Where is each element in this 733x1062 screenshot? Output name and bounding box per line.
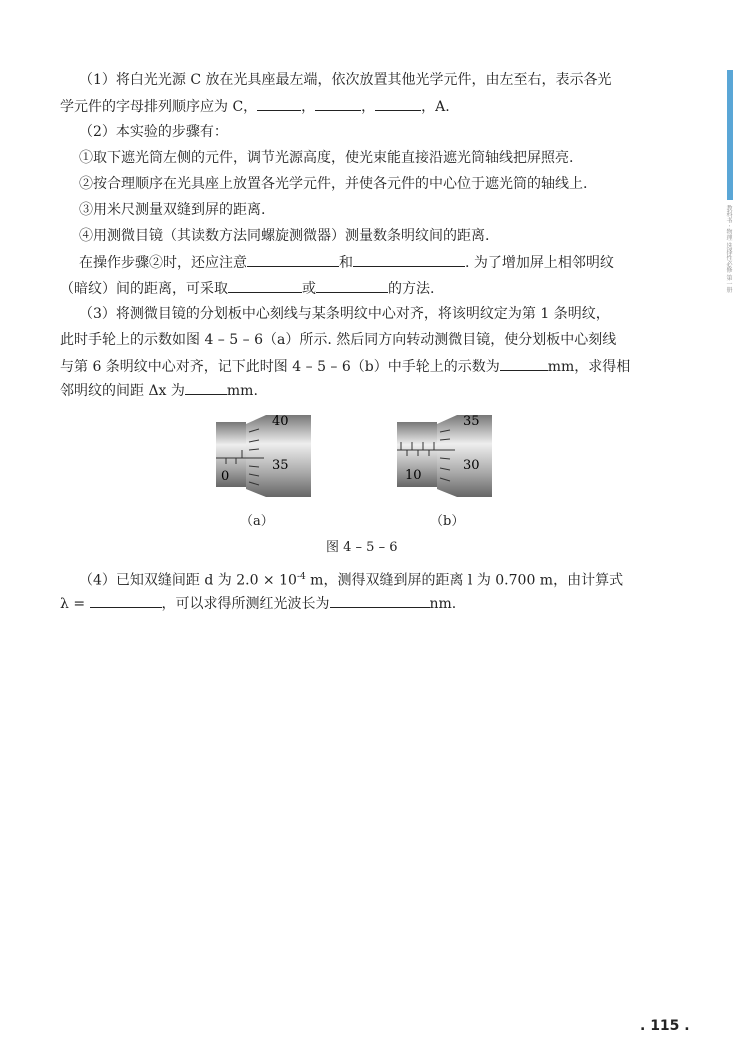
blank [500, 356, 548, 371]
text: ，可以求得所测红光波长为 [161, 596, 330, 612]
q2-note [79, 252, 614, 273]
sleeve-label: 10 [405, 468, 422, 483]
text: 或 [302, 281, 316, 297]
text: 学元件的字母排列顺序应为 C， [60, 99, 258, 115]
text: λ = [60, 596, 86, 612]
thimble-label-top: 35 [463, 414, 480, 429]
q2-step-1: ①取下遮光筒左侧的元件，调节光源高度，使光束能直接沿遮光筒轴线把屏照亮. [79, 150, 574, 166]
text: 与第 6 条明纹中心对齐，记下此时图 4 – 5 – 6（b）中手轮上的示数为 [60, 359, 500, 375]
text: （4）已知双缝间距 d 为 2.0 × 10 [79, 572, 297, 589]
blank [330, 593, 430, 608]
q2-head: （2）本实验的步骤有： [79, 124, 228, 140]
text: 邻明纹的间距 Δx 为 [60, 383, 185, 399]
blank [316, 278, 388, 293]
q4-line1 [79, 567, 623, 591]
exponent: -4 [296, 572, 306, 582]
text: ， [301, 99, 316, 115]
q3-line1: （3）将测微目镜的分划板中心刻线与某条明纹中心对齐，将该明纹定为第 1 条明纹， [79, 306, 610, 322]
text: 在操作步骤②时，还应注意 [79, 255, 247, 271]
blank [375, 96, 421, 111]
blank [228, 278, 302, 293]
blank [247, 252, 339, 267]
q4-line2 [60, 593, 456, 614]
blank [315, 96, 361, 111]
q1-line1: （1）将白光光源 C 放在光具座最左端，依次放置其他光学元件，由左至右，表示各光 [79, 72, 612, 88]
figure-a-label: （a） [240, 514, 274, 529]
q2-note2 [60, 278, 434, 299]
q3-line2: 此时手轮上的示数如图 4 – 5 – 6（a）所示. 然后同方向转动测微目镜，使分划板中心刻线 [60, 332, 617, 348]
text: 的方法. [388, 281, 435, 297]
text: mm. [226, 383, 258, 399]
figure-caption: 图 4 – 5 – 6 [326, 540, 398, 555]
blank [185, 380, 227, 395]
text: mm，求得相 [547, 359, 631, 375]
text: 和 [339, 255, 353, 271]
page-number: . 115 . [640, 1018, 690, 1034]
micrometer-b-image [397, 412, 492, 502]
sleeve-label: 0 [221, 469, 230, 484]
text: nm. [429, 596, 457, 612]
text: （暗纹）间的距离，可采取 [60, 281, 228, 297]
q3-line3 [60, 356, 630, 377]
chapter-tab [727, 70, 733, 200]
text: ，A. [421, 99, 450, 115]
side-running-title: 教科书 · 物理 选择性必修 第一册 [725, 205, 732, 293]
q2-step-3: ③用米尺测量双缝到屏的距离. [79, 202, 266, 218]
text: . 为了增加屏上相邻明纹 [465, 255, 614, 271]
text: ， [361, 99, 376, 115]
blank [353, 252, 465, 267]
thimble-label-top: 40 [272, 414, 289, 429]
q1-line2 [60, 96, 450, 117]
thimble-label-mid: 30 [463, 458, 480, 473]
blank [90, 593, 162, 608]
thimble-label-mid: 35 [272, 458, 289, 473]
text: m，测得双缝到屏的距离 l 为 0.700 m，由计算式 [305, 572, 624, 589]
blank [257, 96, 301, 111]
q2-step-4: ④用测微目镜（其读数方法同螺旋测微器）测量数条明纹间的距离. [79, 228, 490, 244]
figure-b-label: （b） [430, 514, 465, 529]
micrometer-a-image [216, 412, 311, 502]
q2-step-2: ②按合理顺序在光具座上放置各光学元件，并使各元件的中心位于遮光筒的轴线上. [79, 176, 588, 192]
q3-line4 [60, 380, 258, 401]
